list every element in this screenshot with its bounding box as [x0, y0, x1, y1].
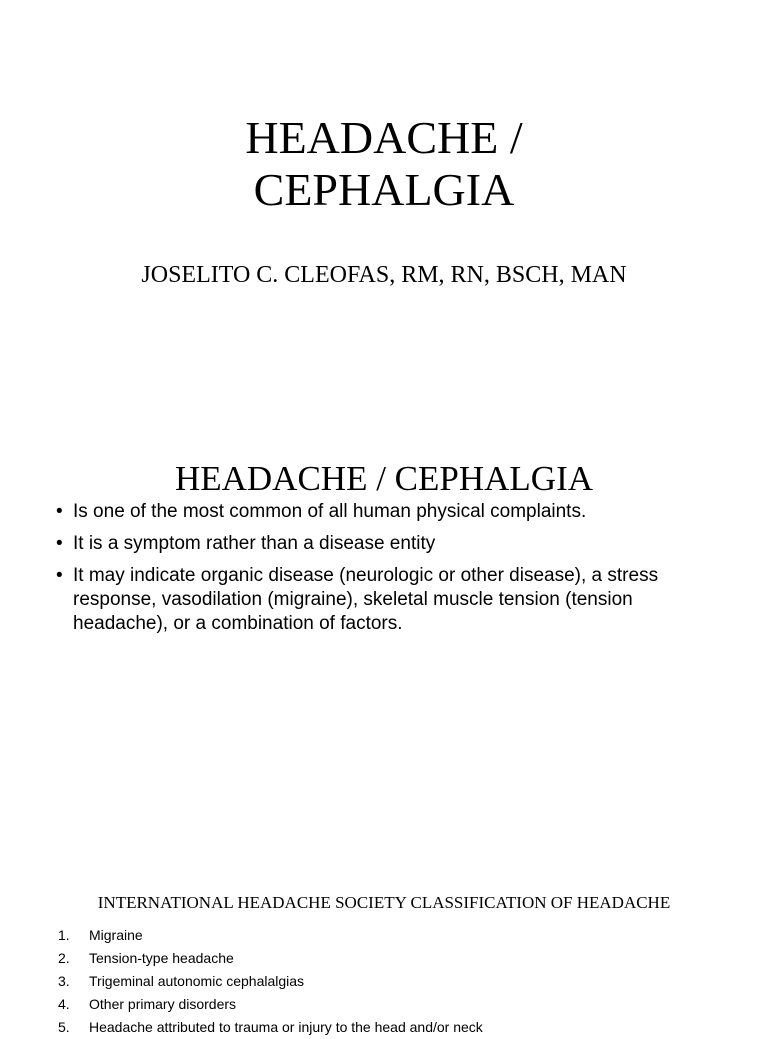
list-number: 3.	[58, 973, 70, 989]
bullet-text: Is one of the most common of all human physical complaints.	[73, 501, 587, 522]
list-number: 1.	[58, 927, 70, 943]
list-text: Headache attributed to trauma or injury to the head and/or neck	[89, 1019, 483, 1035]
slide-title: INTERNATIONAL HEADACHE SOCIETY CLASSIFICATION OF HEADACHE	[97, 893, 671, 912]
list-item	[58, 947, 718, 970]
bullet-item	[56, 564, 716, 636]
list-item	[58, 970, 718, 993]
list-text: Trigeminal autonomic cephalalgias	[89, 973, 305, 989]
list-text: Migraine	[89, 927, 143, 943]
list-number: 2.	[58, 950, 70, 966]
bullet-text: It is a symptom rather than a disease entity	[73, 533, 436, 554]
slide-title: HEADACHE / CEPHALGIA	[174, 459, 594, 498]
definition-slide	[0, 432, 768, 864]
list-item	[58, 993, 718, 1016]
classification-list	[58, 924, 718, 1039]
list-item	[58, 1016, 718, 1039]
bullet-text: It may indicate organic disease (neurologic or other disease), a stress response, vasodilation (migraine), skeletal muscle tension (tension headache), or a combination of factors.	[73, 565, 659, 634]
bullet-item	[56, 500, 716, 524]
bullet-list	[56, 500, 716, 644]
classification-slide	[0, 864, 768, 1035]
bullet-item	[56, 532, 716, 556]
bullet-icon: •	[56, 501, 63, 522]
list-text: Tension-type headache	[89, 950, 234, 966]
list-number: 5.	[58, 1019, 70, 1035]
title-line-1: HEADACHE /	[245, 112, 523, 163]
bullet-icon: •	[56, 565, 63, 586]
author-subtitle: JOSELITO C. CLEOFAS, RM, RN, BSCH, MAN	[141, 262, 627, 288]
list-text: Other primary disorders	[89, 996, 237, 1012]
presentation-title	[0, 112, 768, 216]
title-slide	[0, 0, 768, 432]
title-line-2: CEPHALGIA	[253, 164, 515, 215]
bullet-icon: •	[56, 533, 63, 554]
list-item	[58, 924, 718, 947]
list-number: 4.	[58, 996, 70, 1012]
